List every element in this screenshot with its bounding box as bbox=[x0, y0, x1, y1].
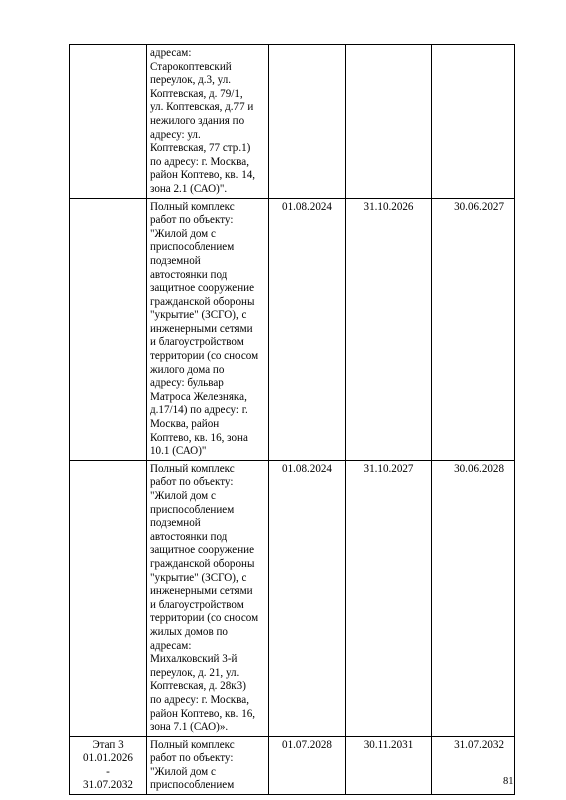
text-line: защитное сооружение bbox=[150, 544, 255, 557]
text-line: Коптевская, д. 28к3) bbox=[150, 680, 246, 693]
end-date-cell: 30.06.2027 bbox=[432, 198, 515, 460]
text-line: Полный комплекс bbox=[150, 200, 235, 213]
text-line: Москва, район bbox=[150, 418, 220, 431]
text-line: "Жилой дом с bbox=[150, 227, 216, 240]
text-line: и благоустройством bbox=[150, 598, 244, 611]
text-line: 10.1 (САО)" bbox=[150, 445, 207, 458]
text-line: адресам: bbox=[150, 47, 192, 59]
text-line: 01.01.2026 bbox=[83, 752, 133, 765]
text-line: 31.07.2032 bbox=[83, 779, 133, 792]
text-line: "Жилой дом с bbox=[150, 765, 216, 778]
text-line: работ по объекту: bbox=[150, 476, 234, 489]
text-line: инженерными сетями bbox=[150, 322, 253, 335]
stage-cell bbox=[70, 736, 147, 794]
text-line: автостоянки под bbox=[150, 530, 228, 543]
text-line: Коптевская, д. 79/1, bbox=[150, 87, 243, 100]
text-line: Матроса Железняка, bbox=[150, 390, 247, 403]
text-line: работ по объекту: bbox=[150, 752, 234, 765]
text-line: приспособлением bbox=[150, 779, 235, 792]
text-line: защитное сооружение bbox=[150, 282, 255, 295]
table-row bbox=[70, 198, 515, 460]
text-line: инженерными сетями bbox=[150, 585, 253, 598]
text-line: Коптевская, 77 стр.1) bbox=[150, 142, 251, 155]
text-line: район Коптево, кв. 14, bbox=[150, 169, 256, 182]
text-line: д.17/14) по адресу: г. bbox=[150, 404, 248, 417]
end-date-cell: 31.07.2032 bbox=[432, 736, 515, 794]
text-line: работ по объекту: bbox=[150, 214, 234, 227]
text-line: Полный комплекс bbox=[150, 462, 235, 475]
text-line: Коптево, кв. 16, зона bbox=[150, 431, 248, 444]
text-line: "укрытие" (ЗСГО), с bbox=[150, 571, 247, 584]
text-line: по адресу: г. Москва, bbox=[150, 693, 249, 706]
start-date-cell: 01.08.2024 bbox=[269, 198, 346, 460]
text-line: зона 7.1 (САО)». bbox=[150, 721, 229, 734]
text-line: и благоустройством bbox=[150, 336, 244, 349]
description-cell bbox=[147, 45, 269, 199]
mid-date-cell: 31.10.2027 bbox=[346, 460, 432, 736]
page-number: 81 bbox=[503, 776, 514, 787]
text-line: адресу: ул. bbox=[150, 128, 201, 141]
text-line: жилого дома по bbox=[150, 363, 225, 376]
description-cell bbox=[147, 198, 269, 460]
text-line: территории (со сносом bbox=[150, 350, 259, 363]
text-line: зона 2.1 (САО)". bbox=[150, 182, 228, 195]
text-line: жилых домов по bbox=[150, 625, 228, 638]
text-line: подземной bbox=[150, 517, 201, 530]
schedule-table bbox=[69, 44, 515, 795]
text-line: Старокоптевский bbox=[150, 60, 232, 73]
text-line: "укрытие" (ЗСГО), с bbox=[150, 309, 247, 322]
text-line: ул. Коптевская, д.77 и bbox=[150, 101, 254, 114]
text-line: автостоянки под bbox=[150, 268, 228, 281]
mid-date-cell bbox=[346, 45, 432, 199]
table-row bbox=[70, 736, 515, 794]
text-line: переулок, д. 21, ул. bbox=[150, 666, 240, 679]
text-line: район Коптево, кв. 16, bbox=[150, 707, 256, 720]
description-cell bbox=[147, 460, 269, 736]
end-date-cell bbox=[432, 45, 515, 199]
text-line: адресу: бульвар bbox=[150, 377, 224, 390]
stage-cell bbox=[70, 198, 147, 460]
text-line: - bbox=[106, 765, 110, 778]
table-row bbox=[70, 45, 515, 199]
text-line: адресам: bbox=[150, 639, 192, 652]
text-line: по адресу: г. Москва, bbox=[150, 155, 249, 168]
text-line: "Жилой дом с bbox=[150, 490, 216, 502]
text-line: Этап 3 bbox=[92, 738, 124, 751]
mid-date-cell: 31.10.2026 bbox=[346, 198, 432, 460]
stage-cell bbox=[70, 45, 147, 199]
end-date-cell: 30.06.2028 bbox=[432, 460, 515, 736]
text-line: приспособлением bbox=[150, 241, 235, 254]
text-line: территории (со сносом bbox=[150, 612, 259, 625]
description-cell bbox=[147, 736, 269, 794]
start-date-cell: 01.07.2028 bbox=[269, 736, 346, 794]
text-line: подземной bbox=[150, 254, 201, 267]
text-line: гражданской обороны bbox=[150, 557, 255, 570]
text-line: Полный комплекс bbox=[150, 738, 235, 751]
start-date-cell bbox=[269, 45, 346, 199]
text-line: переулок, д.3, ул. bbox=[150, 74, 232, 87]
text-line: Михалковский 3-й bbox=[150, 653, 238, 666]
text-line: приспособлением bbox=[150, 503, 235, 516]
start-date-cell: 01.08.2024 bbox=[269, 460, 346, 736]
mid-date-cell: 30.11.2031 bbox=[346, 736, 432, 794]
table-row bbox=[70, 460, 515, 736]
text-line: гражданской обороны bbox=[150, 295, 255, 308]
text-line: нежилого здания по bbox=[150, 114, 245, 127]
stage-cell bbox=[70, 460, 147, 736]
